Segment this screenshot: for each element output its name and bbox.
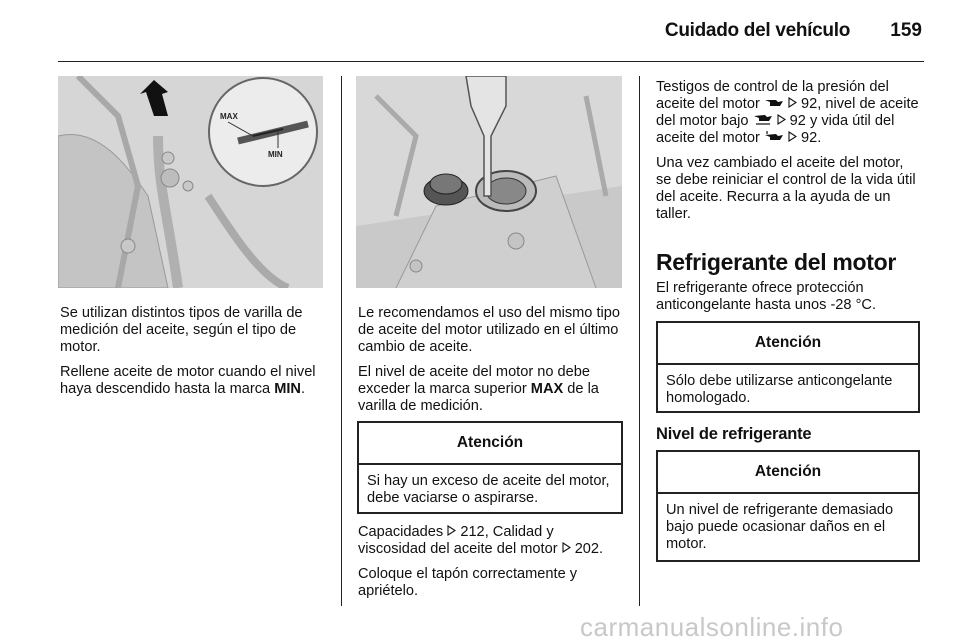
page-number: 159 [890, 20, 922, 41]
max-text-end: de la varilla de medición. [358, 381, 599, 414]
section-title: Refrigerante del motor [656, 249, 897, 275]
middle-column-text-2 [358, 524, 623, 608]
middle-column-text [358, 305, 623, 423]
max-label: MAX [220, 112, 238, 121]
min-label: MIN [268, 150, 283, 159]
oil-can-icon [753, 113, 773, 130]
warning-text-2: , nivel de aceite del motor bajo [656, 96, 919, 129]
column-divider-1 [341, 76, 342, 606]
subsection-title: Nivel de refrigerante [656, 425, 812, 443]
oil-can-icon [764, 96, 784, 113]
viscosity-text: , Calidad y viscosidad del aceite del motor [358, 524, 558, 557]
page-header-title: Cuidado del vehículo [664, 20, 850, 41]
warning-text-1: Testigos de control de la presión del aceite del motor [656, 79, 889, 112]
left-column-text [60, 305, 325, 406]
watermark: carmanualsonline.info [580, 612, 844, 642]
capacities-link-text[interactable]: Capacidades [358, 524, 444, 540]
page-ref[interactable]: 92 [801, 130, 818, 146]
page-ref[interactable]: 92 [801, 96, 818, 112]
dipstick-paragraph: Se utilizan distintos tipos de varilla de medición del aceite, según el tipo de motor. [60, 305, 303, 355]
triangle-right-icon [777, 113, 786, 130]
warning-lights-paragraph [656, 79, 921, 147]
cap-paragraph: Coloque el tapón correctamente y apriételo. [358, 566, 578, 599]
min-mark: MIN [274, 381, 301, 397]
warning-text-3: y vida útil del aceite del motor [656, 113, 895, 146]
oil-can-icon [764, 130, 784, 147]
refill-paragraph [60, 364, 325, 398]
capacities-paragraph [358, 524, 623, 558]
page-ref[interactable]: 212 [460, 524, 485, 540]
refill-text: Rellene aceite de motor cuando el nivel haya descendido hasta la marca [60, 364, 316, 397]
notice-title: Atención [658, 323, 918, 365]
triangle-right-icon [788, 130, 797, 147]
notice-body: Sólo debe utilizarse anticongelante homologado. [666, 373, 893, 406]
capacities-end: . [599, 541, 604, 557]
column-divider-2 [639, 76, 640, 606]
notice-body: Un nivel de refrigerante demasiado bajo puede ocasionar daños en el motor. [666, 502, 894, 552]
notice-box-coolant-level [656, 450, 920, 562]
notice-title: Atención [658, 452, 918, 494]
page-ref[interactable]: 202 [574, 541, 600, 557]
coolant-text [656, 280, 921, 322]
recommend-paragraph: Le recomendamos el uso del mismo tipo de aceite del motor utilizado en el último cambio de aceite. [358, 305, 621, 355]
triangle-right-icon [788, 96, 797, 113]
dipstick-illustration [58, 76, 323, 288]
notice-box-oil-excess [357, 421, 623, 514]
header-rule [58, 61, 924, 62]
notice-title: Atención [359, 423, 621, 465]
right-column-text [656, 79, 921, 231]
max-text: El nivel de aceite del motor no debe exceder la marca superior [358, 364, 591, 397]
max-mark: MAX [530, 381, 564, 397]
oil-filling-illustration [356, 76, 622, 288]
page-ref[interactable]: 92 [789, 113, 806, 129]
notice-box-antifreeze [656, 321, 920, 413]
notice-body: Si hay un exceso de aceite del motor, debe vaciarse o aspirarse. [367, 473, 610, 506]
warning-end: . [817, 130, 822, 146]
coolant-paragraph: El refrigerante ofrece protección anticongelante hasta unos -28 °C. [656, 280, 877, 313]
triangle-right-icon [447, 524, 456, 541]
reset-paragraph: Una vez cambiado el aceite del motor, se debe reiniciar el control de la vida útil del aceite. Recurra a la ayuda de un taller. [656, 155, 916, 222]
refill-end: . [300, 381, 306, 397]
max-paragraph [358, 364, 623, 415]
triangle-right-icon [562, 541, 571, 558]
